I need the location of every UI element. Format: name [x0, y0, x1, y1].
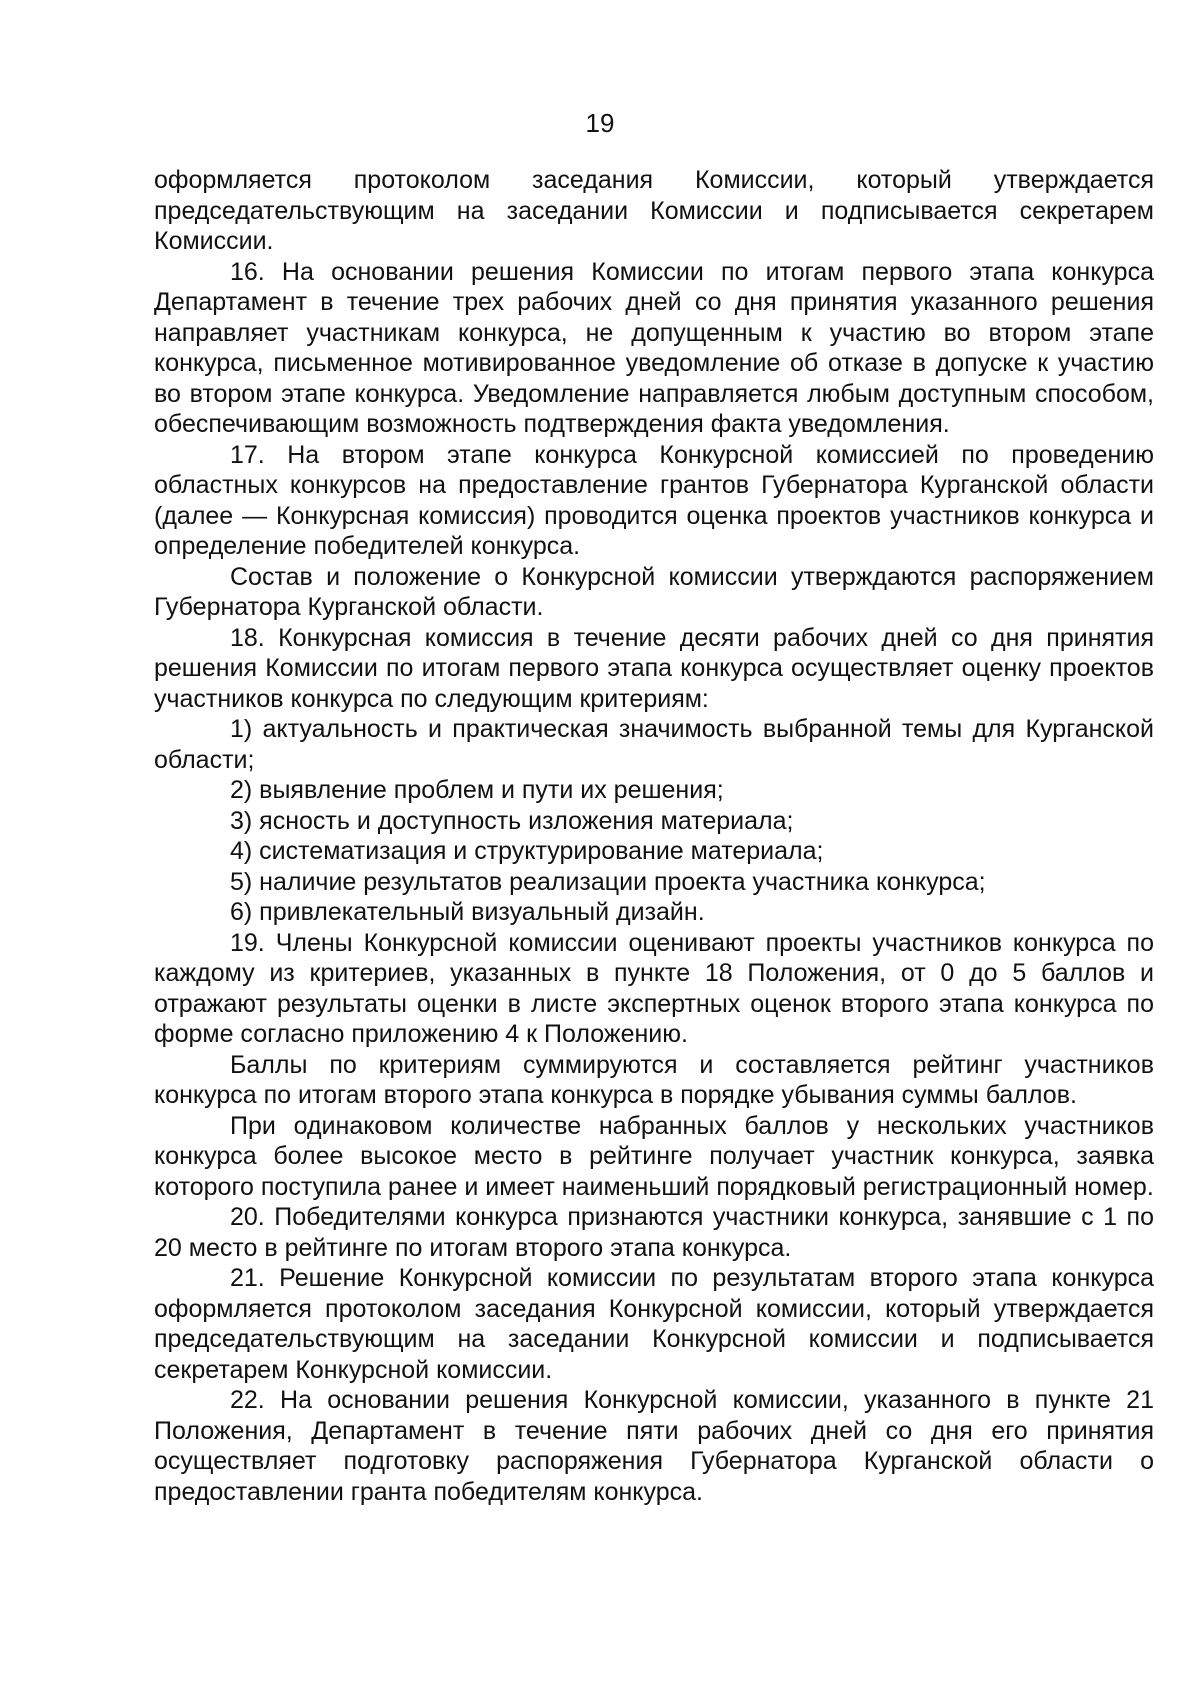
paragraph-continuation: оформляется протоколом заседания Комиссии, который утверждается председательствующим на заседании Комиссии и подписывается секретарем Комиссии.	[154, 166, 1154, 255]
paragraph-item-22: 22. На основании решения Конкурсной комиссии, указанного в пункте 21 Положения, Департамент в течение пяти рабочих дней со дня его принятия осуществляет подготовку распоряжения Губернатора Курганской области о предоставлении гранта победителям конкурса.	[154, 1386, 1154, 1506]
paragraph-item-16: 16. На основании решения Комиссии по итогам первого этапа конкурса Департамент в течение трех рабочих дней со дня принятия указанного решения направляет участникам конкурса, не допущенным к участию во втором этапе конкурса, письменное мотивированное уведомление об отказе в допуске к участию во втором этапе конкурса. Уведомление направляется любым доступным способом, обеспечивающим возможность подтверждения факта уведомления.	[154, 257, 1154, 438]
criterion-5: 5) наличие результатов реализации проекта участника конкурса;	[230, 867, 986, 896]
paragraph-item-20: 20. Победителями конкурса признаются участники конкурса, занявшие с 1 по 20 место в рейтинге по итогам второго этапа конкурса.	[154, 1203, 1154, 1262]
page-number: 19	[585, 108, 615, 138]
paragraph-item-19: 19. Члены Конкурсной комиссии оценивают проекты участников конкурса по каждому из критериев, указанных в пункте 18 Положения, от 0 до 5 баллов и отражают результаты оценки в листе экспертных оценок второго этапа конкурса по форме согласно приложению 4 к Положению.	[154, 928, 1154, 1048]
criterion-6: 6) привлекательный визуальный дизайн.	[230, 898, 705, 926]
paragraph-item-17: 17. На втором этапе конкурса Конкурсной комиссией по проведению областных конкурсов на предоставление грантов Губернатора Курганской области (далее — Конкурсная комиссия) проводится оценка проектов участников конкурса и определение победителей конкурса.	[154, 440, 1154, 560]
paragraph-tie-rule: При одинаковом количестве набранных баллов у нескольких участников конкурса более высокое место в рейтинге получает участник конкурса, заявка которого поступила ранее и имеет наименьший порядковый регистрационный номер.	[154, 1111, 1154, 1201]
paragraph-item-18: 18. Конкурсная комиссия в течение десяти рабочих дней со дня принятия решения Комиссии по итогам первого этапа конкурса осуществляет оценку проектов участников конкурса по следующим критериям:	[154, 623, 1154, 713]
criterion-1: 1) актуальность и практическая значимость выбранной темы для Курганской области;	[154, 715, 1154, 774]
criterion-4: 4) систематизация и структурирование материала;	[230, 837, 824, 865]
paragraph-item-21: 21. Решение Конкурсной комиссии по результатам второго этапа конкурса оформляется протоколом заседания Конкурсной комиссии, который утверждается председательствующим на заседании Конкурсной комиссии и подписывается секретарем Конкурсной комиссии.	[154, 1264, 1154, 1384]
criterion-3: 3) ясность и доступность изложения материала;	[230, 806, 794, 835]
paragraph-scores-summation: Баллы по критериям суммируются и составляется рейтинг участников конкурса по итогам второго этапа конкурса в порядке убывания суммы баллов.	[154, 1050, 1154, 1109]
criterion-2: 2) выявление проблем и пути их решения;	[230, 776, 724, 804]
document-body	[154, 165, 1154, 1507]
paragraph-commission-composition: Состав и положение о Конкурсной комиссии утверждаются распоряжением Губернатора Курганской области.	[154, 562, 1154, 621]
